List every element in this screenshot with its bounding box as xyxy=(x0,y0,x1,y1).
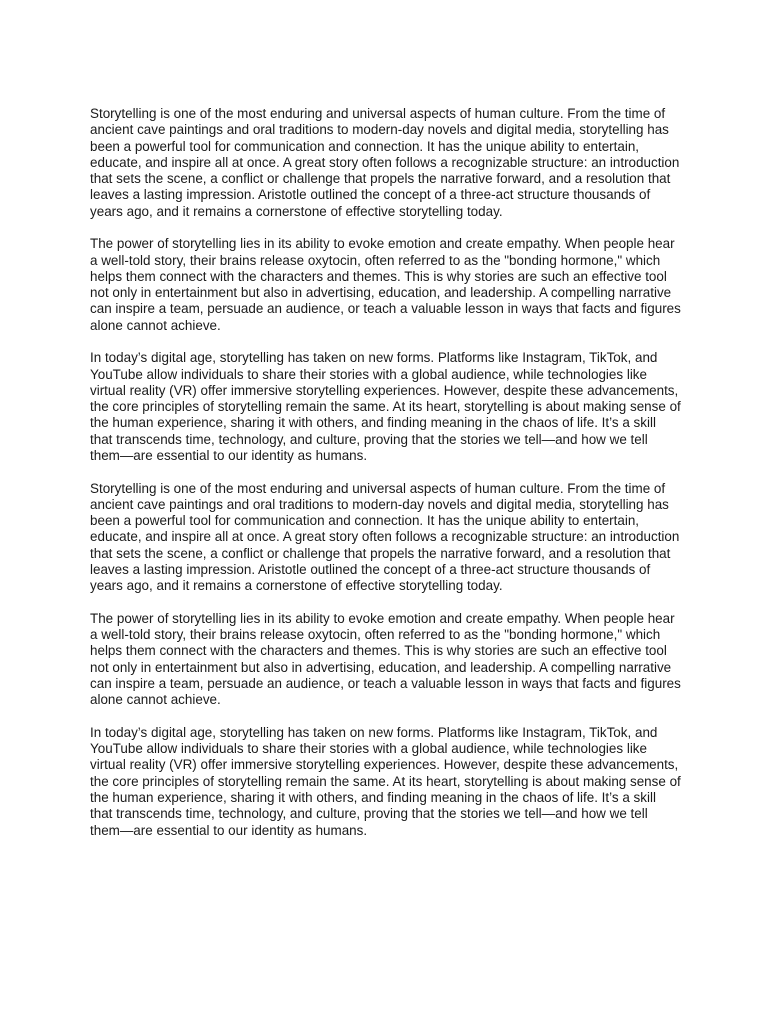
document-body xyxy=(90,106,681,839)
paragraph: In today’s digital age, storytelling has taken on new forms. Platforms like Instagram, TikTok, and YouTube allow individuals to share their stories with a global audience, while technologies like virtual reality (VR) offer immersive storytelling experiences. However, despite these advancements, the core principles of storytelling remain the same. At its heart, storytelling is about making sense of the human experience, sharing it with others, and finding meaning in the chaos of life. It’s a skill that transcends time, technology, and culture, proving that the stories we tell—and how we tell them—are essential to our identity as humans. xyxy=(90,724,681,838)
paragraph: The power of storytelling lies in its ability to evoke emotion and create empathy. When people hear a well-told story, their brains release oxytocin, often referred to as the "bonding hormone," which helps them connect with the characters and themes. This is why stories are such an effective tool not only in entertainment but also in advertising, education, and leadership. A compelling narrative can inspire a team, persuade an audience, or teach a valuable lesson in ways that facts and figures alone cannot achieve. xyxy=(90,236,681,333)
paragraph: In today’s digital age, storytelling has taken on new forms. Platforms like Instagram, TikTok, and YouTube allow individuals to share their stories with a global audience, while technologies like virtual reality (VR) offer immersive storytelling experiences. However, despite these advancements, the core principles of storytelling remain the same. At its heart, storytelling is about making sense of the human experience, sharing it with others, and finding meaning in the chaos of life. It’s a skill that transcends time, technology, and culture, proving that the stories we tell—and how we tell them—are essential to our identity as humans. xyxy=(90,350,681,464)
paragraph: Storytelling is one of the most enduring and universal aspects of human culture. From the time of ancient cave paintings and oral traditions to modern-day novels and digital media, storytelling has been a powerful tool for communication and connection. It has the unique ability to entertain, educate, and inspire all at once. A great story often follows a recognizable structure: an introduction that sets the scene, a conflict or challenge that propels the narrative forward, and a resolution that leaves a lasting impression. Aristotle outlined the concept of a three-act structure thousands of years ago, and it remains a cornerstone of effective storytelling today. xyxy=(90,106,680,219)
paragraph: The power of storytelling lies in its ability to evoke emotion and create empathy. When people hear a well-told story, their brains release oxytocin, often referred to as the "bonding hormone," which helps them connect with the characters and themes. This is why stories are such an effective tool not only in entertainment but also in advertising, education, and leadership. A compelling narrative can inspire a team, persuade an audience, or teach a valuable lesson in ways that facts and figures alone cannot achieve. xyxy=(90,610,681,708)
paragraph: Storytelling is one of the most enduring and universal aspects of human culture. From the time of ancient cave paintings and oral traditions to modern-day novels and digital media, storytelling has been a powerful tool for communication and connection. It has the unique ability to entertain, educate, and inspire all at once. A great story often follows a recognizable structure: an introduction that sets the scene, a conflict or challenge that propels the narrative forward, and a resolution that leaves a lasting impression. Aristotle outlined the concept of a three-act structure thousands of years ago, and it remains a cornerstone of effective storytelling today. xyxy=(90,480,680,594)
